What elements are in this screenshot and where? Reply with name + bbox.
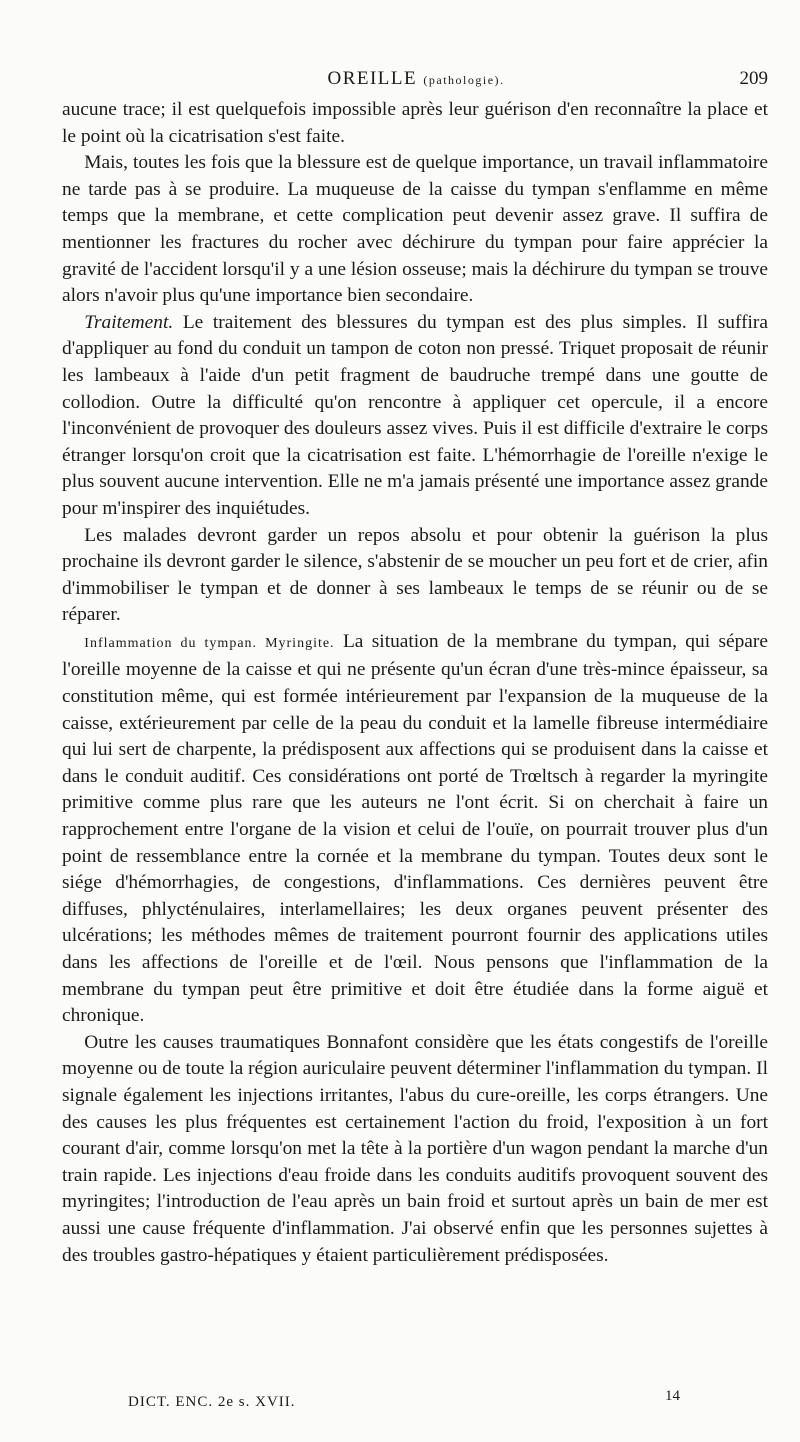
paragraph-causes: Outre les causes traumatiques Bonnafont considère que les états congestifs de l'oreille moyenne ou de toute la région auriculaire peuvent déterminer l'inflammation du tympan. Il signale également les injections irritantes, l'abus du cure-oreille, les corps étrangers. Une des causes les plus fréquentes est certainement l'action du froid, l'exposition à un fort courant d'air, comme lorsqu'on met la tête à la portière d'un wagon pendant la marche d'un train rapide. Les injections d'eau froide dans les conduits auditifs provoquent souvent des myringites; l'introduction de l'eau après un bain froid et surtout après un bain de mer est aussi une cause fréquente d'inflammation. J'ai observé enfin que les personnes sujettes à des troubles gastro-hépatiques y étaient particulièrement prédisposées. [62, 1031, 768, 1266]
paragraph-traitement-text: Le traitement des blessures du tympan est des plus simples. Il suffira d'appliquer au fond du conduit un tampon de coton non pressé. Triquet proposait de réunir les lambeaux à l'aide d'un petit fragment de baudruche trempé dans une goutte de collodion. Outre la difficulté qu'on rencontre à appliquer cet opercule, il a encore l'inconvénient de provoquer des douleurs assez vives. Puis il est difficile d'extraire le corps étranger lorsqu'on croit que la cicatrisation est faite. L'hémorrhagie de l'oreille n'exige le plus souvent aucune intervention. Elle ne m'a jamais présenté une importance assez grande pour m'inspirer des inquiétudes. [62, 311, 768, 519]
running-title-subject: (pathologie). [423, 73, 505, 87]
running-header [62, 68, 770, 98]
paragraph-continuation: aucune trace; il est quelquefois impossible après leur guérison d'en reconnaître la place et le point où la cicatrisation s'est faite. [62, 99, 768, 147]
running-title-main: OREILLE [327, 68, 418, 89]
paragraph-myringite [62, 629, 768, 1030]
page-number: 209 [739, 68, 768, 89]
paragraph-myringite-text: La situation de la membrane du tympan, qui sépare l'oreille moyenne de la caisse et qui ne présente qu'un écran d'une très-mince épaisseur, sa constitution même, qui est formée intérieurement par l'expansion de la muqueuse de la caisse, extérieurement par celle de la peau du conduit et la lamelle fibreuse intermédiaire qui lui sert de charpente, la prédisposent aux affections qui se produisent dans la caisse et dans le conduit auditif. Ces considérations ont porté de Trœltsch à regarder la myringite primitive comme plus rare que les auteurs ne l'ont écrit. Si on cherchait à faire un rapprochement entre l'organe de la vision et celui de l'ouïe, on pourrait trouver plus d'un point de ressemblance entre la cornée et la membrane du tympan. Toutes deux sont le siége d'hémorrhagies, de congestions, d'inflammations. Ces dernières peuvent être diffuses, phlycténulaires, interlamellaires; les deux organes peuvent présenter des ulcérations; les méthodes mêmes de traitement pourront fournir des applications utiles dans les affections de l'oreille et de l'œil. Nous pensons que l'inflammation de la membrane du tympan peut être primitive et doit être étudiée dans la forme aiguë et chronique. [62, 630, 768, 1027]
heading-inflammation: Inflammation du tympan. Myringite. [84, 635, 335, 651]
paragraph-repos: Les malades devront garder un repos absolu et pour obtenir la guérison la plus prochaine ils devront garder le silence, s'abstenir de se moucher un peu fort et de crier, afin d'immobiliser le tympan et de donner à ses lambeaux le temps de se réunir ou de se réparer. [62, 524, 768, 626]
body-text [62, 97, 768, 1269]
paragraph-complications: Mais, toutes les fois que la blessure est de quelque importance, un travail inflammatoire ne tarde pas à se produire. La muqueuse de la caisse du tympan s'enflamme en même temps que la membrane, et cette complication peut devenir assez grave. Il suffira de mentionner les fractures du rocher avec déchirure du tympan pour faire apprécier la gravité de l'accident lorsqu'il y a une lésion osseuse; mais la déchirure du tympan se trouve alors n'avoir plus qu'une importance bien secondaire. [62, 152, 768, 307]
paragraph-traitement [62, 310, 768, 523]
sheet-number: 14 [665, 1388, 680, 1404]
heading-traitement: Traitement. [84, 311, 174, 333]
running-title [62, 68, 770, 90]
signature-mark: DICT. ENC. 2e s. XVII. [128, 1394, 296, 1410]
page-footer [128, 1388, 688, 1418]
